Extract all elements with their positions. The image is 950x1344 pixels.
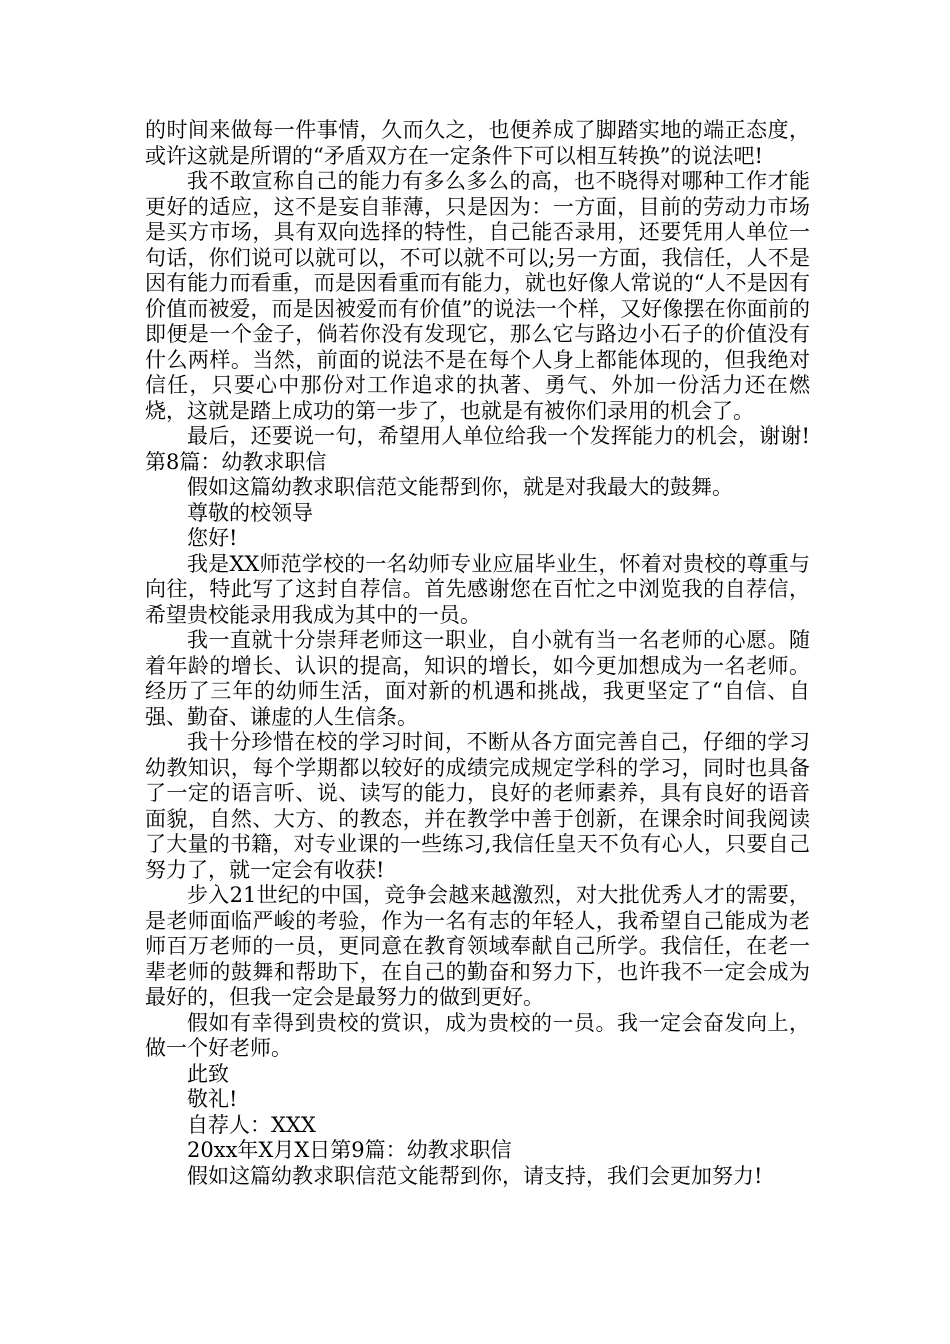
paragraph: 我一直就十分崇拜老师这一职业，自小就有当一名老师的心愿。随着年龄的增长、认识的提高，知识的增长，如今更加想成为一名老师。经历了三年的幼师生活，面对新的机遇和挑战，我更坚定了“自信、自强、勤奋、谦虚的人生信条。 xyxy=(145,628,810,729)
paragraph: 我不敢宣称自己的能力有多么多么的高，也不晓得对哪种工作才能更好的适应，这不是妄自菲薄，只是因为：一方面，目前的劳动力市场是买方市场，具有双向选择的特性，自己能否录用，还要凭用人单位一句话，你们说可以就可以，不可以就不可以;另一方面，我信任，人不是因有能力而看重，而是因看重而有能力，就也好像人常说的“人不是因有价值而被爱，而是因被爱而有价值”的说法一个样，又好像摆在你面前的即便是一个金子，倘若你没有发现它，那么它与路边小石子的价值没有什么两样。当然，前面的说法不是在每个人身上都能体现的，但我绝对信任，只要心中那份对工作追求的执著、勇气、外加一份活力还在燃烧，这就是踏上成功的第一步了，也就是有被你们录用的机会了。 xyxy=(145,169,810,423)
signature: 自荐人：XXX xyxy=(187,1112,316,1137)
paragraph: 我十分珍惜在校的学习时间，不断从各方面完善自己，仔细的学习幼教知识，每个学期都以较好的成绩完成规定学科的学习，同时也具备了一定的语言听、说、读写的能力，良好的老师素养，具有良好的语音面貌，自然、大方、的教态，并在教学中善于创新，在课余时间我阅读了大量的书籍，对专业课的一些练习,我信任皇天不负有心人，只要自己努力了，就一定会有收获! xyxy=(145,730,810,882)
greeting: 您好! xyxy=(187,526,238,550)
closing: 此致 xyxy=(187,1061,229,1086)
closing-salute: 敬礼! xyxy=(187,1087,238,1111)
salutation-recipient: 尊敬的校领导 xyxy=(187,500,313,525)
date-line: 20xx年X月X日第9篇：幼教求职信 xyxy=(187,1138,512,1162)
paragraph: 的时间来做每一件事情，久而久之，也便养成了脚踏实地的端正态度，或许这就是所谓的“矛盾双方在一定条件下可以相互转换”的说法吧! xyxy=(145,118,810,168)
paragraph: 假如这篇幼教求职信范文能帮到你，就是对我最大的鼓舞。 xyxy=(187,475,733,499)
document-body xyxy=(145,118,810,1189)
paragraph: 假如这篇幼教求职信范文能帮到你，请支持，我们会更加努力! xyxy=(187,1163,763,1188)
paragraph: 步入21世纪的中国，竞争会越来越激烈，对大批优秀人才的需要，是老师面临严峻的考验，作为一名有志的年轻人，我希望自己能成为老师百万老师的一员，更同意在教育领域奉献自己所学。我信任，在老一辈老师的鼓舞和帮助下，在自己的勤奋和努力下，也许我不一定会成为最好的，但我一定会是最努力的做到更好。 xyxy=(145,883,810,1009)
paragraph: 最后，还要说一句，希望用人单位给我一个发挥能力的机会，谢谢!第8篇：幼教求职信 xyxy=(145,424,810,474)
paragraph: 假如有幸得到贵校的赏识，成为贵校的一员。我一定会奋发向上，做一个好老师。 xyxy=(145,1010,810,1060)
paragraph: 我是XX师范学校的一名幼师专业应届毕业生，怀着对贵校的尊重与向往，特此写了这封自荐信。首先感谢您在百忙之中浏览我的自荐信，希望贵校能录用我成为其中的一员。 xyxy=(145,551,810,627)
